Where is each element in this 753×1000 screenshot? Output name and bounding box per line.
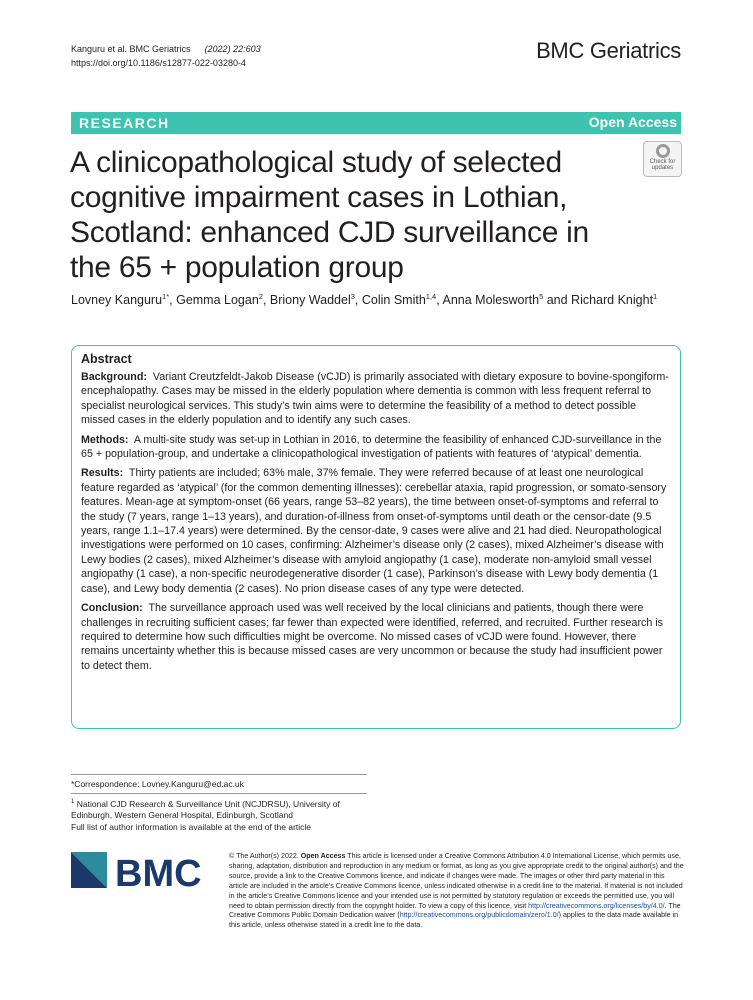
running-header xyxy=(71,42,261,70)
full-list-note: Full list of author information is available at the end of the article xyxy=(71,821,312,832)
background-text: Variant Creutzfeldt-Jakob Disease (vCJD) is primarily associated with dietary exposure to bovine-spongiform-encephalopathy. Cases may be missed in the elderly population where dementia is common with less frequent referral to specialist neurological services. This study’s twin aims were to determine the feasibility of a method to detect possible missed cases in the elderly population and to identify any such cases. xyxy=(81,371,669,427)
abstract-results xyxy=(81,466,671,596)
license-link-cc0[interactable]: http://creativecommons.org/publicdomain/zero/1.0/ xyxy=(399,911,559,920)
license-text: This article is licensed under a Creative Commons Attribution 4.0 International License, which permits use, sharing, adaptation, distribution and reproduction in any medium or format, as long as you give appropriate credit to the original author(s) and the source, provide a link to the Creative Commons licence, and indicate if changes were made. The images or other third party material in this article are included in the article’s Creative Commons licence, unless indicated otherwise in a credit line to the material. If material is not included in the article’s Creative Commons licence and your intended use is not permitted by statutory regulation or exceeds the permitted use, you will need to obtain permission directly from the copyright holder. To view a copy of this licence, visit xyxy=(229,852,684,910)
author-affiliation-sup: 1,4 xyxy=(425,292,437,301)
doi-link[interactable]: https://doi.org/10.1186/s12877-022-03280-4 xyxy=(71,58,246,68)
author-name: Gemma Logan xyxy=(176,293,259,308)
abstract-background xyxy=(81,370,671,428)
author-name: Lovney Kanguru xyxy=(71,293,163,308)
author-affiliation-sup: 3 xyxy=(350,292,355,301)
affiliation-footnote xyxy=(71,797,371,833)
background-label: Background: xyxy=(81,371,147,383)
author-name: Richard Knight xyxy=(571,293,654,308)
license-statement xyxy=(229,852,684,931)
conclusion-text: The surveillance approach used was well received by the local clinicians and patients, though there were challenges in recruiting sufficient cases; far fewer than expected were identified, referred, and recruited. Further research is required to determine how such difficulties might be overcome. No missed cases of vCJD were found. However, there remains uncertainty whether this is because missed cases are very uncommon or because the study had insufficient power to detect them. xyxy=(81,602,663,672)
abstract-methods xyxy=(81,433,671,462)
affiliation-text: National CJD Research & Surveillance Unit (NCJDRSU), University of Edinburgh, Western General Hospital, Edinburgh, Scotland xyxy=(71,798,340,821)
affiliation-sup: 1 xyxy=(71,799,75,805)
results-label: Results: xyxy=(81,467,124,480)
section-label: RESEARCH xyxy=(79,115,170,131)
abstract-box xyxy=(71,345,681,729)
author-affiliation-sup: 5 xyxy=(539,292,544,301)
conclusion-label: Conclusion: xyxy=(81,602,143,615)
footnote-divider-2 xyxy=(71,793,367,794)
methods-label: Methods: xyxy=(81,433,129,446)
author-name: Briony Waddel xyxy=(269,293,351,308)
author-name: Colin Smith xyxy=(361,293,426,308)
license-text-3: ) applies to the data made available in this article, unless otherwise stated in a credit line to the data. xyxy=(229,911,679,930)
author-list: Lovney Kanguru$^{1*}$, Gemma Logan$^2$, Briony Waddel$^3$, Colin Smith$^{1,4}$, Anna Molesworth$^5$ and Richard Knight$^1$ xyxy=(71,292,658,308)
license-text-2: . The Creative Commons Public Domain Dedication waiver ( xyxy=(229,901,681,920)
author-affiliation-sup: 1 xyxy=(653,292,658,301)
citation: Kanguru et al. BMC Geriatrics xyxy=(71,44,191,54)
correspondence-footnote: *Correspondence: Lovney.Kanguru@ed.ac.uk xyxy=(71,779,244,789)
abstract-heading: Abstract xyxy=(81,352,132,366)
license-open-access: Open Access xyxy=(300,852,346,860)
check-for-updates-badge[interactable] xyxy=(643,141,682,177)
check-for-updates-label: Check for updates xyxy=(649,159,676,171)
footnote-divider xyxy=(71,774,367,775)
abstract-conclusion xyxy=(81,601,671,673)
author-name: Anna Molesworth xyxy=(442,293,540,308)
methods-text: A multi-site study was set-up in Lothian in 2016, to determine the feasibility of enhanced CJD-surveillance in the 65 + population-group, and undertake a clinicopathological investigation of patients with features of ‘atypical’ dementia. xyxy=(81,433,662,461)
license-prefix: © The Author(s) 2022. xyxy=(229,852,299,860)
author-affiliation-sup: 2 xyxy=(258,292,263,301)
results-text: Thirty patients are included; 63% male, 37% female. They were referred because of at least one neurological feature regarded as ‘atypical’ (for the common dementing illnesses): cerebellar ataxia, rapid progression, or somato-sensory features. Mean-age at symptom-onset (66 years, range 53–82 years), the time between onset-of-symptoms and referral to the study (7 years, range 1–13 years), and duration-of-illness from onset-of-symptoms until death or the censor-date (9.5 years, range 1.1–17.4 years) were determined. By the censor-date, 9 cases were alive and 21 had died. Neuropathological investigations were performed on 10 cases, confirming: Alzheimer’s disease only (2 cases), mixed Alzheimer’s disease with Lewy bodies (2 cases), mixed Alzheimer’s disease with amyloid angiopathy (1 case), moderate non-amyloid small vessel angiopathy (1 case), a non-specific neurodegenerative disorder (1 case), Parkinson’s disease with Lewy body dementia (1 case), and Lewy body dementia (2 cases). No prion disease cases of any type were detected. xyxy=(81,467,667,595)
open-access-label: Open Access xyxy=(588,114,677,130)
check-for-updates-icon xyxy=(656,144,670,158)
logo-text: BMC xyxy=(115,853,202,895)
author-affiliation-sup: 1* xyxy=(162,292,170,301)
license-link-cc-by[interactable]: http://creativecommons.org/licenses/by/4.0/ xyxy=(528,901,665,910)
journal-name: BMC Geriatrics xyxy=(536,38,681,63)
section-banner xyxy=(71,112,681,134)
bmc-logo xyxy=(71,852,216,898)
year-volume: (2022) 22:603 xyxy=(204,44,261,54)
article-title: A clinicopathological study of selected cognitive impairment cases in Lothian, Scotland: enhanced CJD surveillance in the 65 + population group xyxy=(70,146,589,284)
